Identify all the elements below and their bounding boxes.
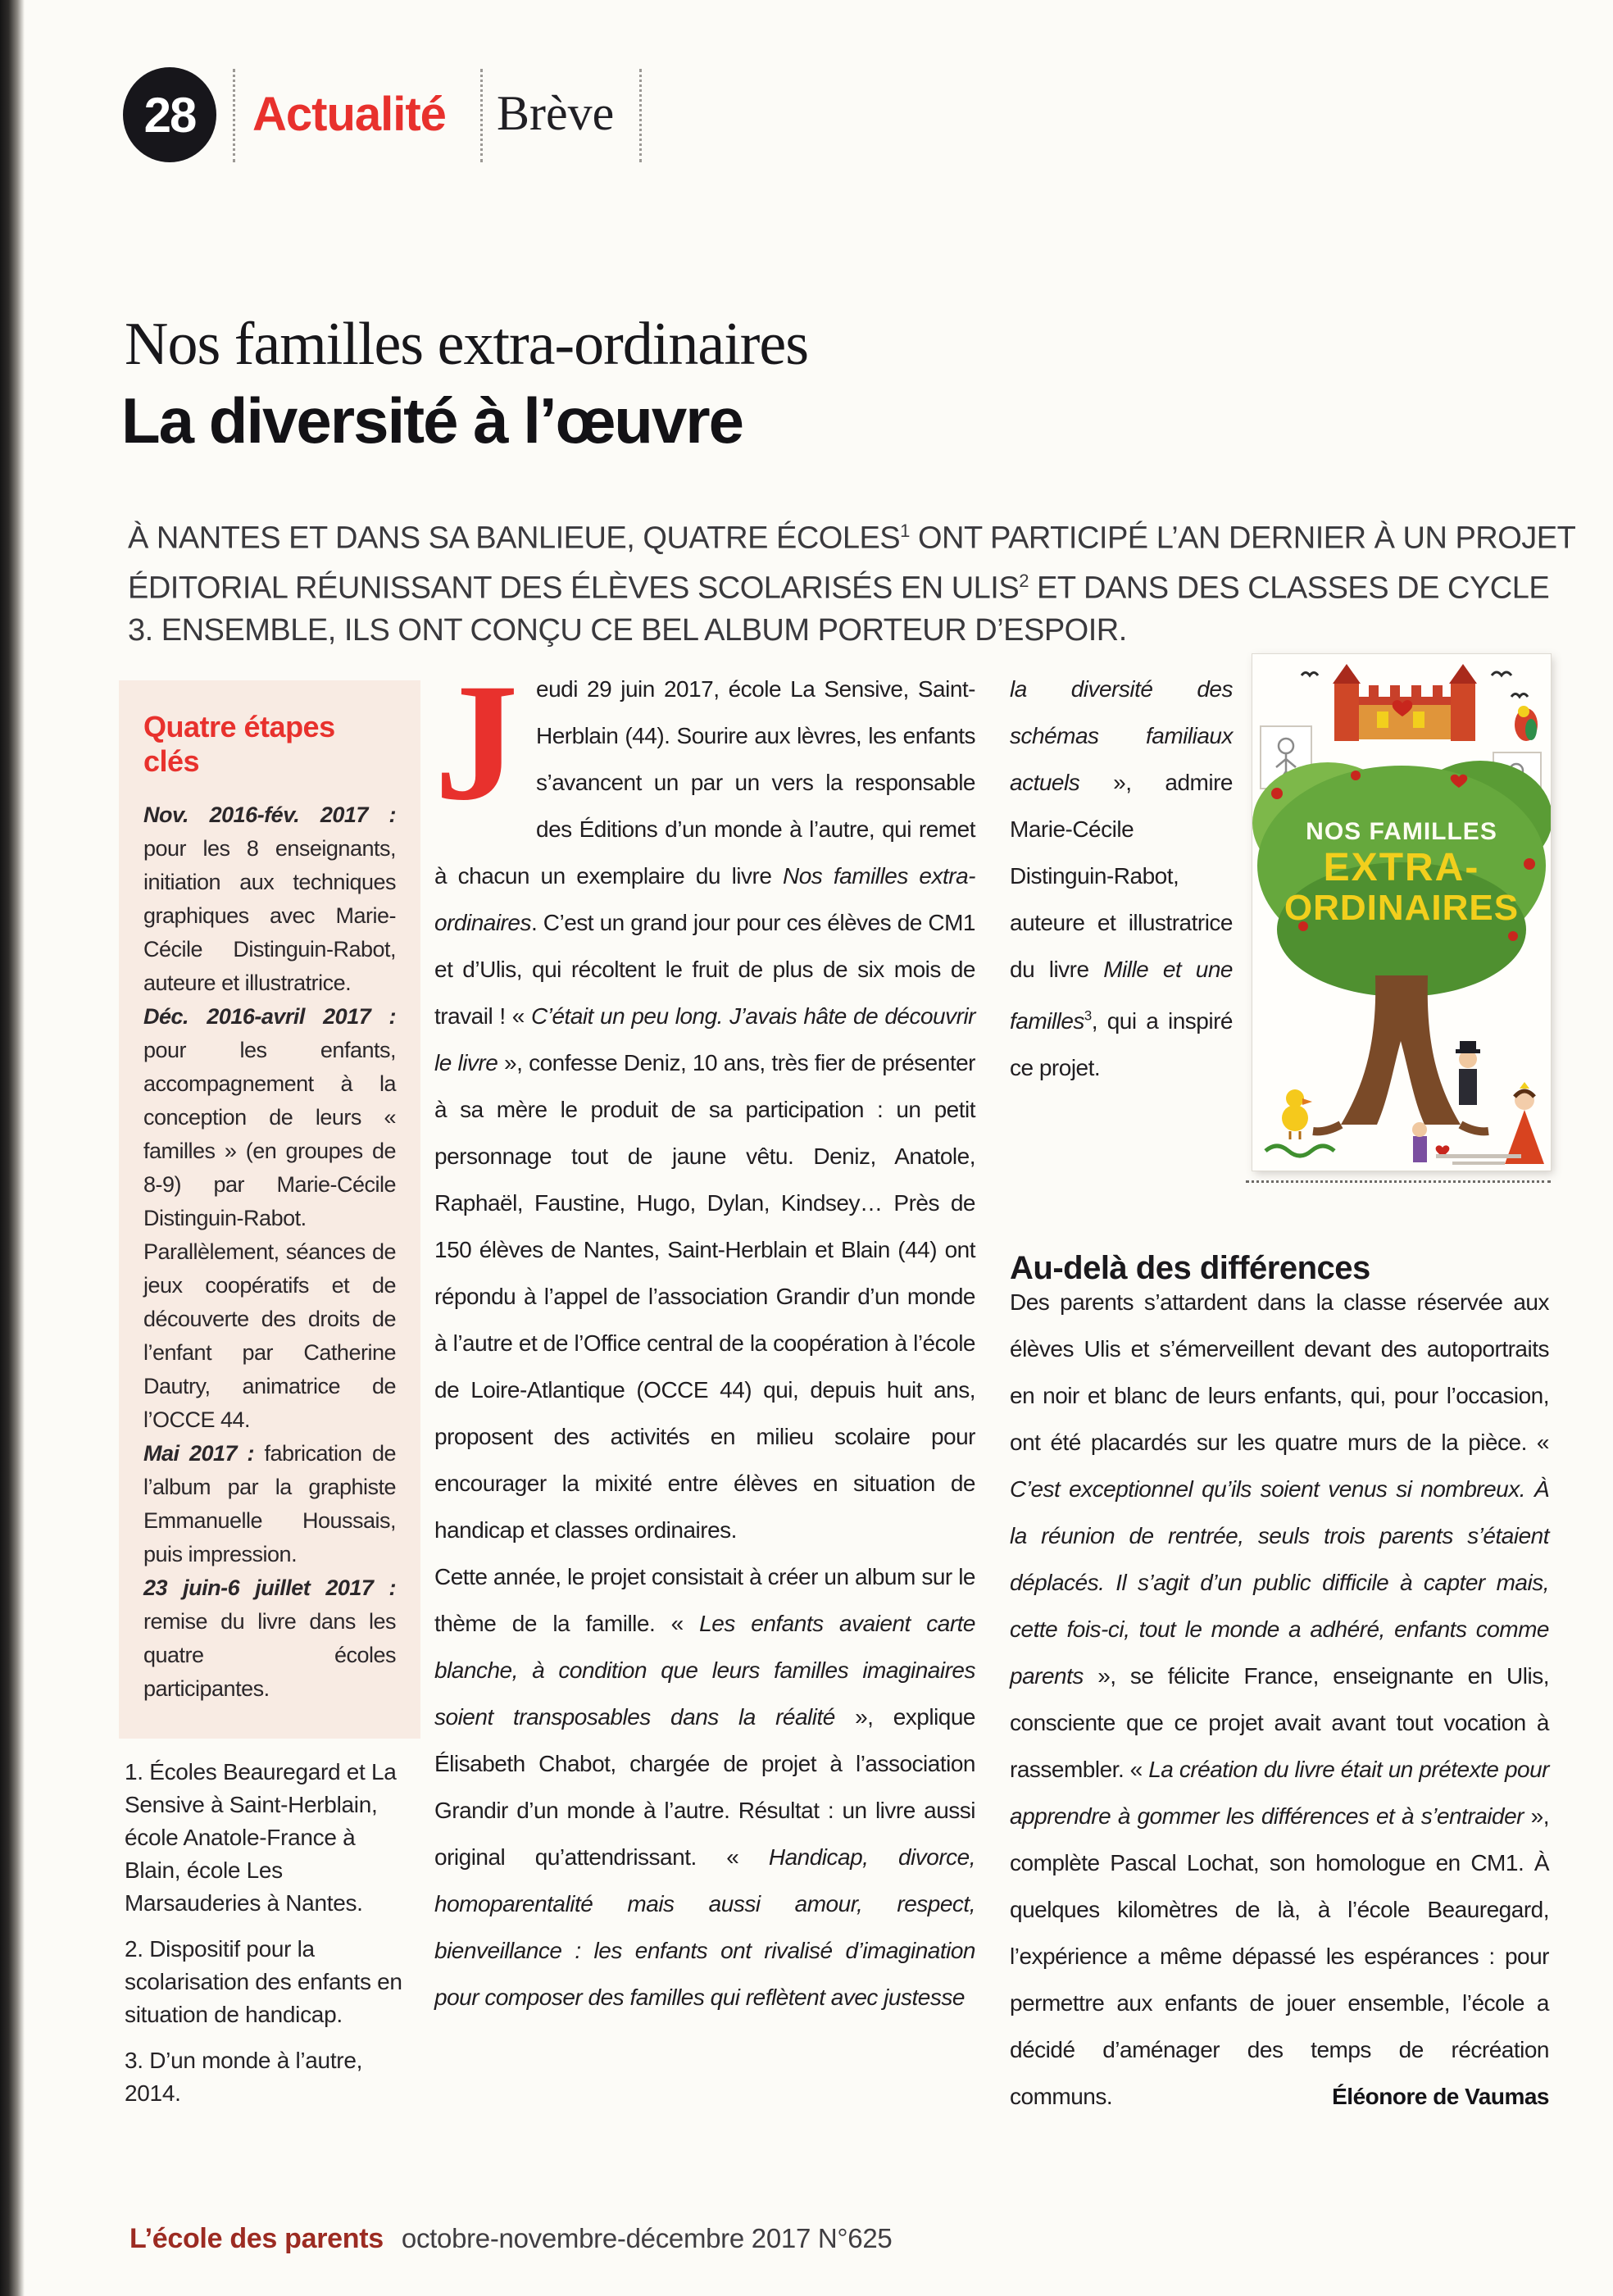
page-number-badge: [123, 67, 216, 162]
section-label: Actualité: [252, 88, 446, 141]
article-title: La diversité à l’œuvre: [121, 384, 743, 457]
page-number: 28: [143, 87, 196, 143]
book-cover-illustration: [1252, 654, 1551, 1171]
paragraph-text: Des parents s’attardent dans la classe réservée aux élèves Ulis et s’émerveillent devant des autoportraits en noir et blanc de leurs enfants, qui, pour l’occasion, ont été placardés sur les quatre murs de la pièce. « C’est exceptionnel qu’ils soient venus si nombreux. À la réunion de rentrée, seuls trois parents s’étaient déplacés. Il s’agit d’un public difficile à capter mais, cette fois-ci, tout le monde a adhéré, enfants comme parents », se félicite France, enseignante en Ulis, consciente que ce projet avait avant tout vocation à rassembler. « La création du livre était un prétexte pour apprendre à gommer les différences et à s’entraider », complète Pascal Lochat, son homologue en CM1. À quelques kilomètres de là, à l’école Beauregard, l’expérience a même dépassé les espérances : pour permettre aux enfants de jouer ensemble, l’école a décidé d’aménager des temps de récréation communs.: [1010, 1289, 1549, 2109]
article-column-2-body: [1010, 1279, 1549, 2120]
header-divider: [639, 69, 642, 162]
key-step-entry: Mai 2017 : fabrication de l’album par la graphiste Emmanuelle Houssais, puis impression.: [143, 1441, 396, 1566]
rubric-label: Brève: [497, 86, 615, 140]
paragraph-text: la diversité des schémas familiaux actuels », admire Marie-Cécile Distinguin-Rabot, auteure et illustratrice du livre Mille et une familles$^3$, qui a inspiré ce projet.: [1010, 676, 1234, 1081]
paragraph-text: eudi 29 juin 2017, école La Sensive, Saint-Herblain (44). Sourire aux lèvres, les enfants s’avancent un par un vers la responsable des Éditions d’un monde à l’autre, qui remet à chacun un exemplaire du livre Nos familles extra-ordinaires. C’est un grand jour pour ces élèves de CM1 et d’Ulis, qui récoltent le fruit de plus de six mois de travail ! « C’était un peu long. J’avais hâte de découvrir le livre », confesse Deniz, 10 ans, très fier de présenter à sa mère le produit de sa participation : un petit personnage tout de jaune vêtu. Deniz, Anatole, Raphaël, Faustine, Hugo, Dylan, Kindsey… Près de 150 élèves de Nantes, Saint-Herblain et Blain (44) ont répondu à l’appel de l’association Grandir d’un monde à l’autre et de l’Office central de la coopération à l’école de Loire-Atlantique (OCCE 44) qui, depuis huit ans, proposent des activités en milieu scolaire pour encourager la mixité entre élèves en situation de handicap et classes ordinaires.: [434, 676, 975, 1543]
issue-info: octobre-novembre-décembre 2017 N°625: [401, 2223, 893, 2253]
article-paragraph: [434, 1553, 975, 2021]
cover-title-mid: EXTRA-: [1323, 846, 1480, 889]
header-divider: [480, 69, 483, 162]
dropcap: J: [434, 649, 518, 835]
magazine-name: L’école des parents: [129, 2223, 384, 2254]
image-divider: [1246, 1180, 1551, 1183]
article-paragraph: [1010, 666, 1233, 1091]
standfirst: À NANTES ET DANS SA BANLIEUE, QUATRE ÉCOLES$^1$ ONT PARTICIPÉ L’AN DERNIER À UN PROJET ÉDITORIAL RÉUNISSANT DES ÉLÈVES SCOLARISÉS EN ULIS$^2$ ET DANS DES CLASSES DE CYCLE 3. ENSEMBLE, ILS ONT CONÇU CE BEL ALBUM PORTEUR D’ESPOIR.: [128, 521, 1575, 648]
footnote: 1. Écoles Beauregard et La Sensive à Saint-Herblain, école Anatole-France à Blain, école Les Marsauderies à Nantes.: [125, 1759, 397, 1916]
article-paragraph: [434, 649, 975, 1553]
cover-title-top: NOS FAMILLES: [1306, 818, 1497, 845]
footnote: 3. D’un monde à l’autre, 2014.: [125, 2048, 363, 2106]
byline: Éléonore de Vaumas: [1332, 2084, 1549, 2109]
article-column-1: [434, 649, 976, 2021]
article-column-2-intro: [1010, 666, 1233, 1091]
article-subheading: Au-delà des différences: [1010, 1250, 1370, 1287]
article-paragraph: [1010, 1279, 1549, 2120]
key-steps-box: [119, 680, 420, 1739]
header-divider: [233, 69, 235, 162]
scan-edge: [0, 0, 25, 2296]
key-step-entry: 23 juin-6 juillet 2017 : remise du livre dans les quatre écoles participantes.: [143, 1575, 396, 1701]
key-step-entry: Nov. 2016-fév. 2017 : pour les 8 enseignants, initiation aux techniques graphiques avec Marie-Cécile Distinguin-Rabot, auteure et illustratrice.: [143, 802, 396, 995]
key-steps-title: Quatre étapes clés: [143, 710, 335, 778]
cover-title-bottom: ORDINAIRES: [1284, 888, 1520, 928]
key-step-entry: Déc. 2016-avril 2017 : pour les enfants, accompagnement à la conception de leurs « familles » (en groupes de 8-9) par Marie-Cécile Distinguin-Rabot. Parallèlement, séances de jeux coopératifs et de découverte des droits de l’enfant par Catherine Dautry, animatrice de l’OCCE 44.: [143, 1004, 396, 1432]
paragraph-text: Cette année, le projet consistait à créer un album sur le thème de la famille. « Les enfants avaient carte blanche, à condition que leurs familles imaginaires soient transposables dans la réalité », explique Élisabeth Chabot, chargée de projet à l’association Grandir d’un monde à l’autre. Résultat : un livre aussi original qu’attendrissant. « Handicap, divorce, homoparentalité mais aussi amour, respect, bienveillance : les enfants ont rivalisé d’imagination pour composer des familles qui reflètent avec justesse: [434, 1564, 976, 2010]
book-cover-image: [1252, 654, 1551, 1171]
footnotes: [125, 1756, 413, 2123]
footnote: 2. Dispositif pour la scolarisation des enfants en situation de handicap.: [125, 1936, 402, 2027]
article-kicker: Nos familles extra-ordinaires: [125, 311, 809, 378]
page-footer: [129, 2223, 1523, 2255]
